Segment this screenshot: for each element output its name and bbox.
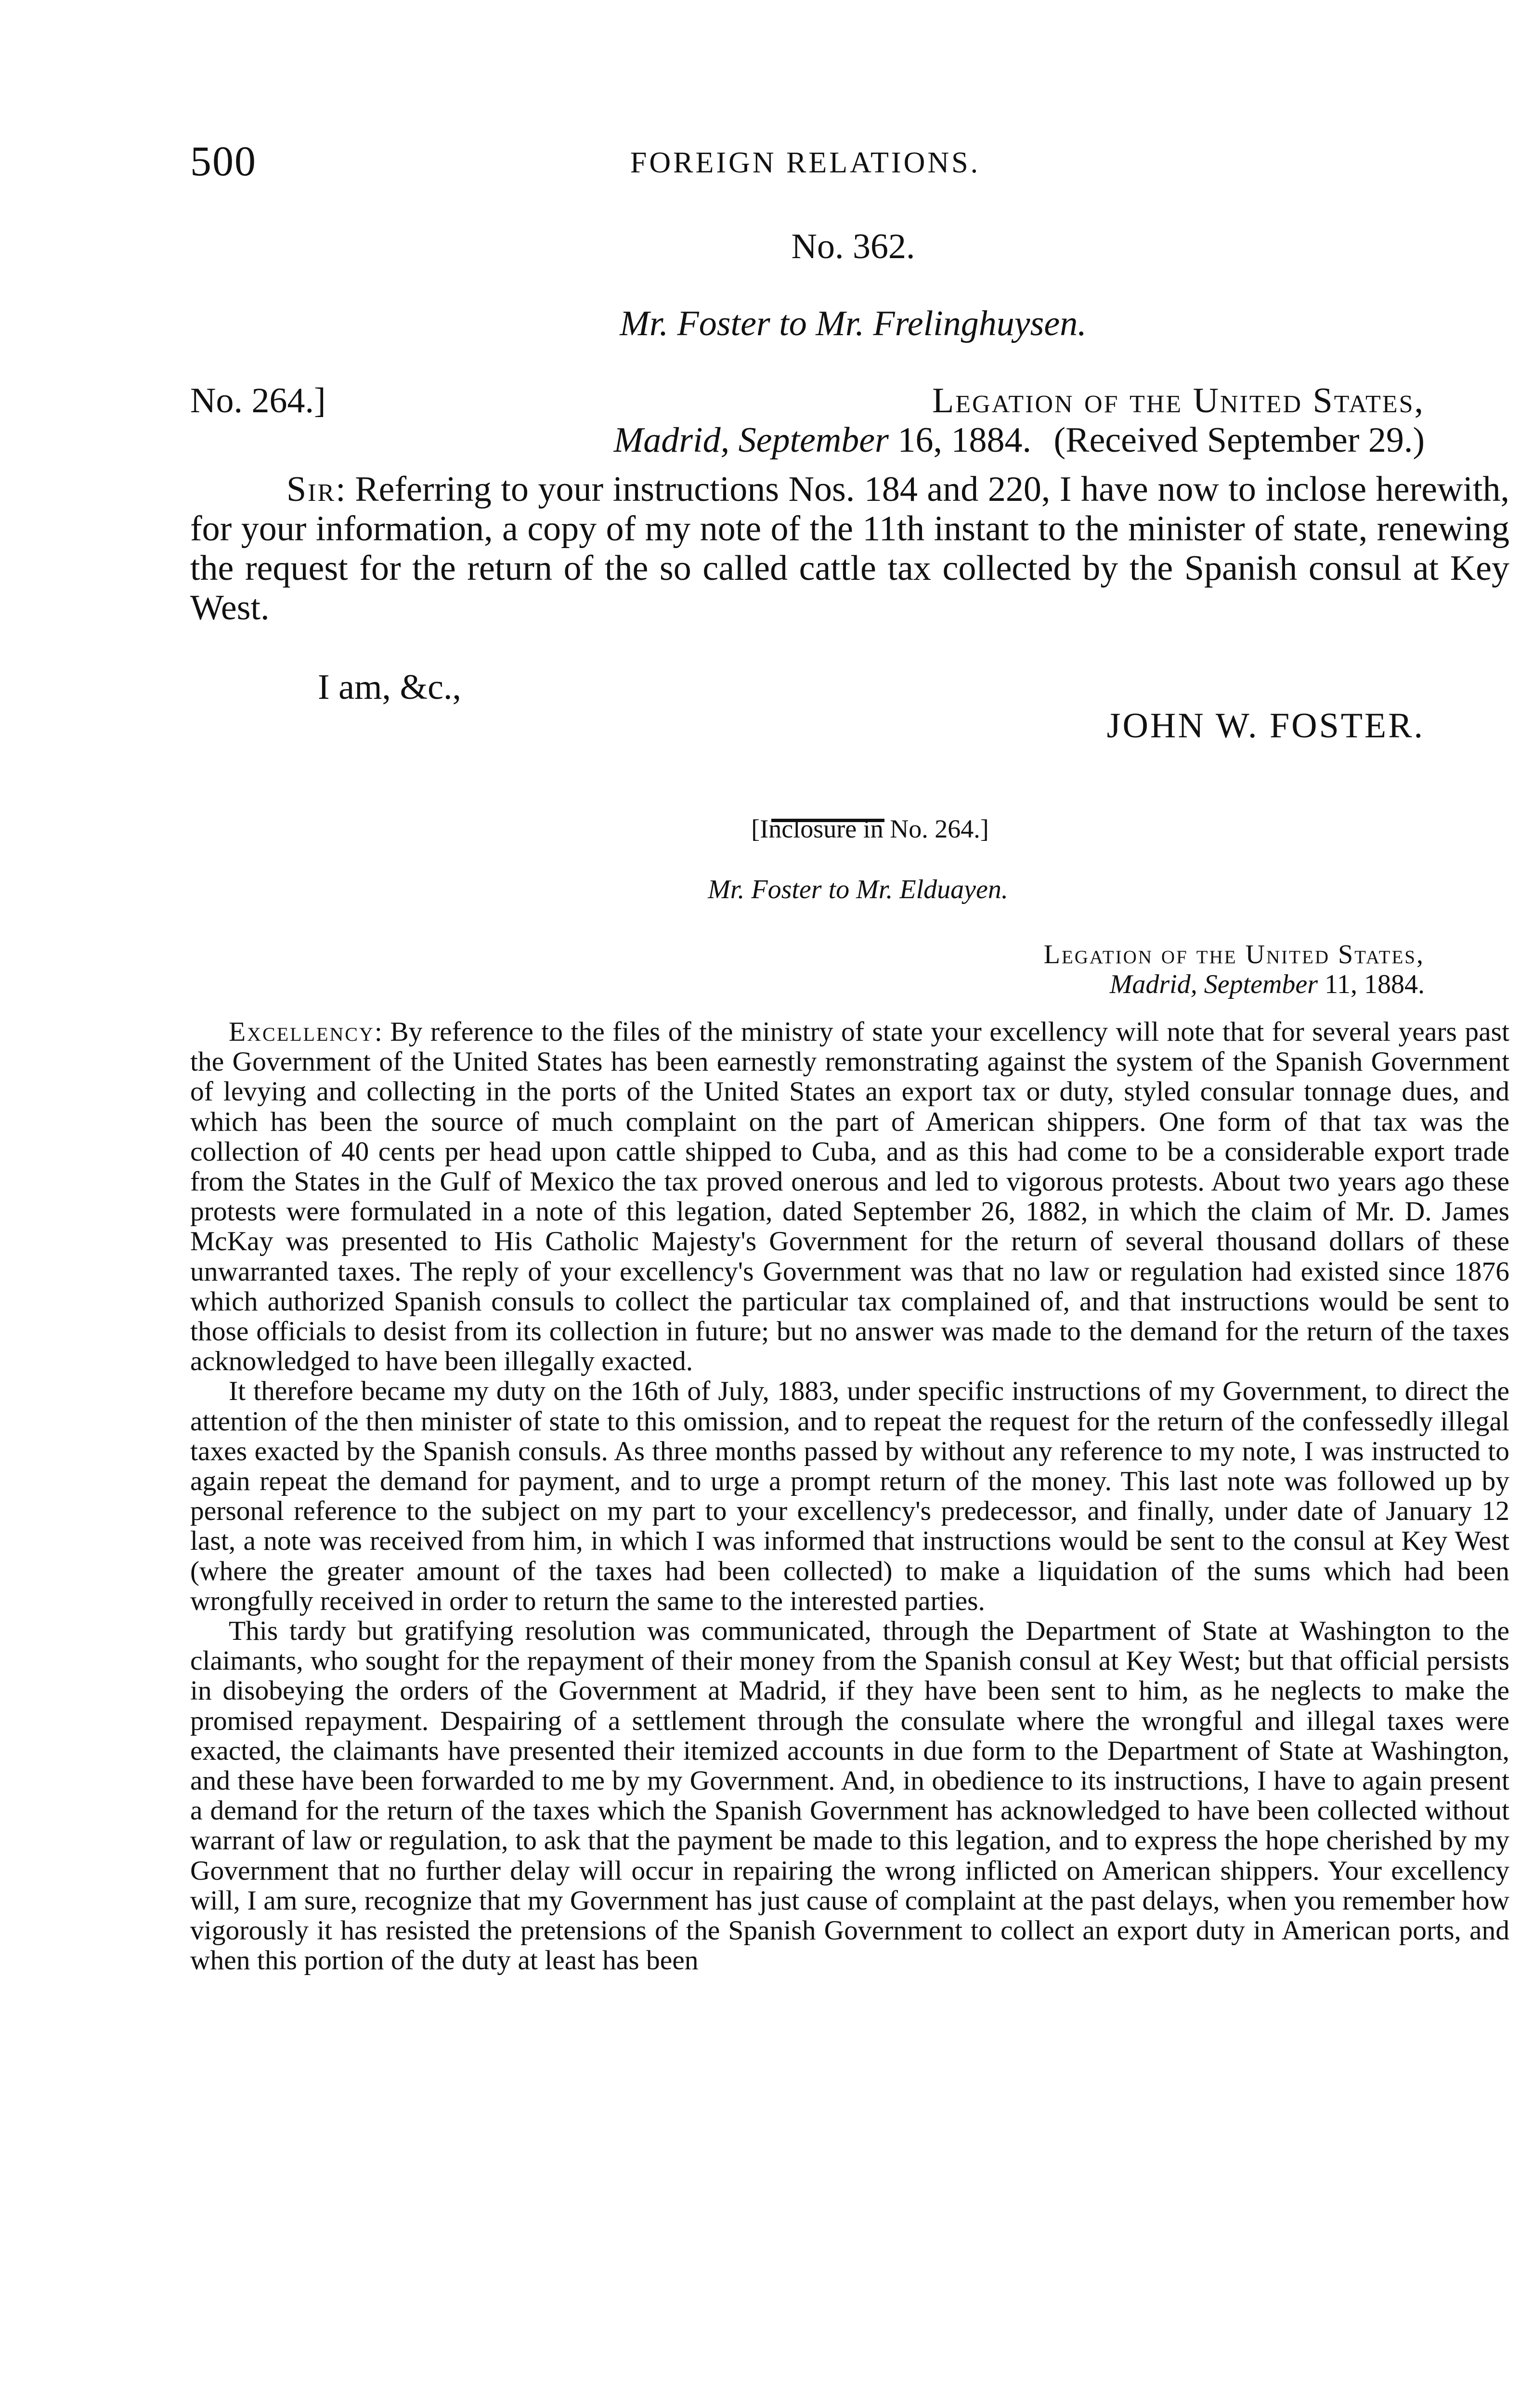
enclosure-date-place: Madrid, September [1109,969,1318,999]
dispatch-body [190,470,1509,628]
paragraph-2-text: It therefore became my duty on the 16th of July, 1883, under specific instructions of my Government, to direct the attention of the then minister of state to this omission, and to repeat the request for the return of the confessedly illegal taxes exacted by the Spanish consuls. As three months passed by without any reference to my note, I was instructed to again repeat the demand for payment, and to urge a prompt return of the money. This last note was followed up by personal reference to the subject on my part to your excellency's predecessor, and finally, under date of January 12 last, a note was received from him, in which I was informed that instructions would be sent to the consul at Key West (where the greater amount of the taxes had been collected) to make a liquidation of the sums which had been wrongfully received in order to return the same to the interested parties. [190,1376,1509,1616]
page-header [190,137,1420,190]
dispatch-body-text: : Referring to your instructions Nos. 184 and 220, I have now to inclose herewith, for your information, a copy of my note of the 11th instant to the minister of state, renewing the request for the return of the so called cattle tax collected by the Spanish consul at Key West. [190,470,1509,628]
enclosure-note-text: [Inclosure in No. 264.] [751,814,989,843]
letter-salutation: Excellency [229,1017,375,1047]
closing: I am, &c., [318,667,461,707]
enclosure-letter [190,1017,1509,1976]
letter-paragraph-3 [190,1616,1509,1976]
running-head: FOREIGN RELATIONS. [630,146,981,179]
dispatch-number: No. 264.] [190,381,326,420]
salutation: Sir [286,470,336,509]
enclosure-legation: Legation of the United States, [1043,940,1425,969]
signature: JOHN W. FOSTER. [1106,706,1425,746]
dateline-date: 16, 1884. [888,420,1031,460]
enclosure-dateline [1110,969,1425,1000]
document-number: No. 362. [791,227,915,266]
legation-heading: Legation of the United States, [932,381,1425,420]
dateline-place: Madrid, September [613,420,889,460]
enclosure-date: 11, 1884. [1318,969,1425,999]
dispatch-dateline [614,420,1425,461]
page-number: 500 [190,138,257,185]
letter-paragraph-2 [190,1376,1509,1616]
paragraph-1-text: : By reference to the files of the ministry of state your excellency will note that for several years past the Government of the United States has been earnestly remonstrating against the system of the Spanish Government of levying and collecting in the ports of the United States an export tax or duty, styled consular tonnage dues, and which has been the source of much complaint on the part of American shippers. One form of that tax was the collection of 40 cents per head upon cattle shipped to Cuba, and as this had come to be a considerable export trade from the States in the Gulf of Mexico the tax proved onerous and led to vigorous protests. About two years ago these protests were formulated in a note of this legation, dated September 26, 1882, in which the claim of Mr. D. James McKay was presented to His Catholic Majesty's Government for the return of several thousand dollars of these unwarranted taxes. The reply of your excellency's Government was that no law or regulation had existed since 1876 which authorized Spanish consuls to collect the particular tax complained of, and that instructions would be sent to those officials to desist from its collection in future; but no answer was made to the demand for the return of the taxes acknowledged to have been illegally exacted. [190,1017,1509,1377]
paragraph-3-text: This tardy but gratifying resolution was communicated, through the Department of State at Washington to the claimants, who sought for the repayment of their money from the Spanish consul at Key West; but that official persists in disobeying the orders of the Government at Madrid, if they have been sent to him, as he neglects to make the promised repayment. Despairing of a settlement through the consulate where the wrongful and illegal taxes were exacted, the claimants have presented their itemized accounts in due form to the Department of State at Washington, and these have been forwarded to me by my Government. And, in obedience to its instructions, I have to again present a demand for the return of the taxes which the Spanish Government has acknowledged to have been collected without warrant of law or regulation, to ask that the payment be made to this legation, and to express the hope cherished by my Government that no further delay will occur in repairing the wrong inflicted on American shippers. Your excellency will, I am sure, recognize that my Government has just cause of complaint at the past delays, when you remember how vigorously it has resisted the pretensions of the Spanish Government to collect an export duty in American ports, and when this portion of the duty at least has been [190,1616,1509,1976]
document-title: Mr. Foster to Mr. Frelinghuysen. [620,304,1087,343]
letter-paragraph-1 [190,1017,1509,1376]
received-date: (Received September 29.) [1053,420,1425,460]
enclosure-title: Mr. Foster to Mr. Elduayen. [708,875,1008,904]
enclosure-note [0,814,1533,844]
